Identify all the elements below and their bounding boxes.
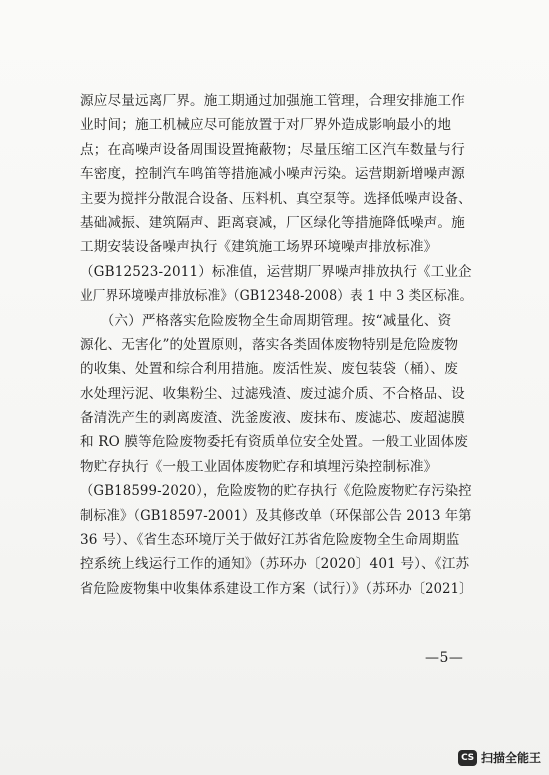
text-line: 基础减振、建筑隔声、距离衰减，厂区绿化等措施降低噪声。施 <box>80 214 465 231</box>
text-line: 36 号）、《省生态环境厅关于做好江苏省危险废物全生命周期监 <box>80 532 460 549</box>
scanner-watermark <box>458 749 541 766</box>
text-line: 省危险废物集中收集体系建设工作方案（试行）》（苏环办〔2021〕 <box>80 580 473 597</box>
camscanner-logo-icon: CS <box>458 750 477 766</box>
text-line: 源应尽量远离厂界。施工期通过加强施工管理，合理安排施工作 <box>80 93 465 109</box>
text-line: 源化、无害化”的处置原则，落实各类固体废物特别是危险废物 <box>80 336 459 353</box>
text-line: 制标准》（GB18597-2001）及其修改单（环保部公告 2013 年第 <box>80 507 472 524</box>
text-line: 备清洗产生的剥离废渣、洗釜废液、废抹布、废滤芯、废超滤膜 <box>80 410 465 427</box>
text-line: 业厂界环境噪声排放标准》（GB12348-2008）表 1 中 3 类区标准。 <box>80 288 473 305</box>
text-line: 控系统上线运行工作的通知》（苏环办〔2020〕401 号）、《江苏 <box>80 556 470 573</box>
body-text <box>80 89 472 601</box>
text-line: 水处理污泥、收集粉尘、过滤残渣、废过滤介质、不合格品、设 <box>80 385 465 402</box>
text-line: 和 RO 膜等危险废物委托有资质单位安全处置。一般工业固体废 <box>80 434 468 451</box>
text-line: 车密度，控制汽车鸣笛等措施减小噪声污染。运营期新增噪声源 <box>80 166 465 183</box>
text-line: 业时间；施工机械应尽可能放置于对厂界外造成影响最小的地 <box>80 117 452 134</box>
text-line: 物贮存执行《一般工业固体废物贮存和填埋污染控制标准》 <box>80 458 438 475</box>
text-line: 主要为搅拌分散混合设备、压料机、真空泵等。选择低噪声设备、 <box>80 190 472 207</box>
text-line: 点；在高噪声设备周围设置掩蔽物；尽量压缩工区汽车数量与行 <box>80 141 465 158</box>
text-line: （GB12523-2011）标准值，运营期厂界噪声排放执行《工业企 <box>80 263 472 280</box>
text-line: 工期安装设备噪声执行《建筑施工场界环境噪声排放标准》 <box>80 239 438 256</box>
text-line: 的收集、处置和综合利用措施。废活性炭、废包装袋（桶）、废 <box>80 361 459 378</box>
watermark-name: 扫描全能王 <box>480 751 541 765</box>
text-line: （六）严格落实危险废物全生命周期管理。按“减量化、资 <box>80 312 452 329</box>
text-line: （GB18599-2020），危险废物的贮存执行《危险废物贮存污染控 <box>80 483 472 500</box>
page-number: —5— <box>425 650 464 666</box>
